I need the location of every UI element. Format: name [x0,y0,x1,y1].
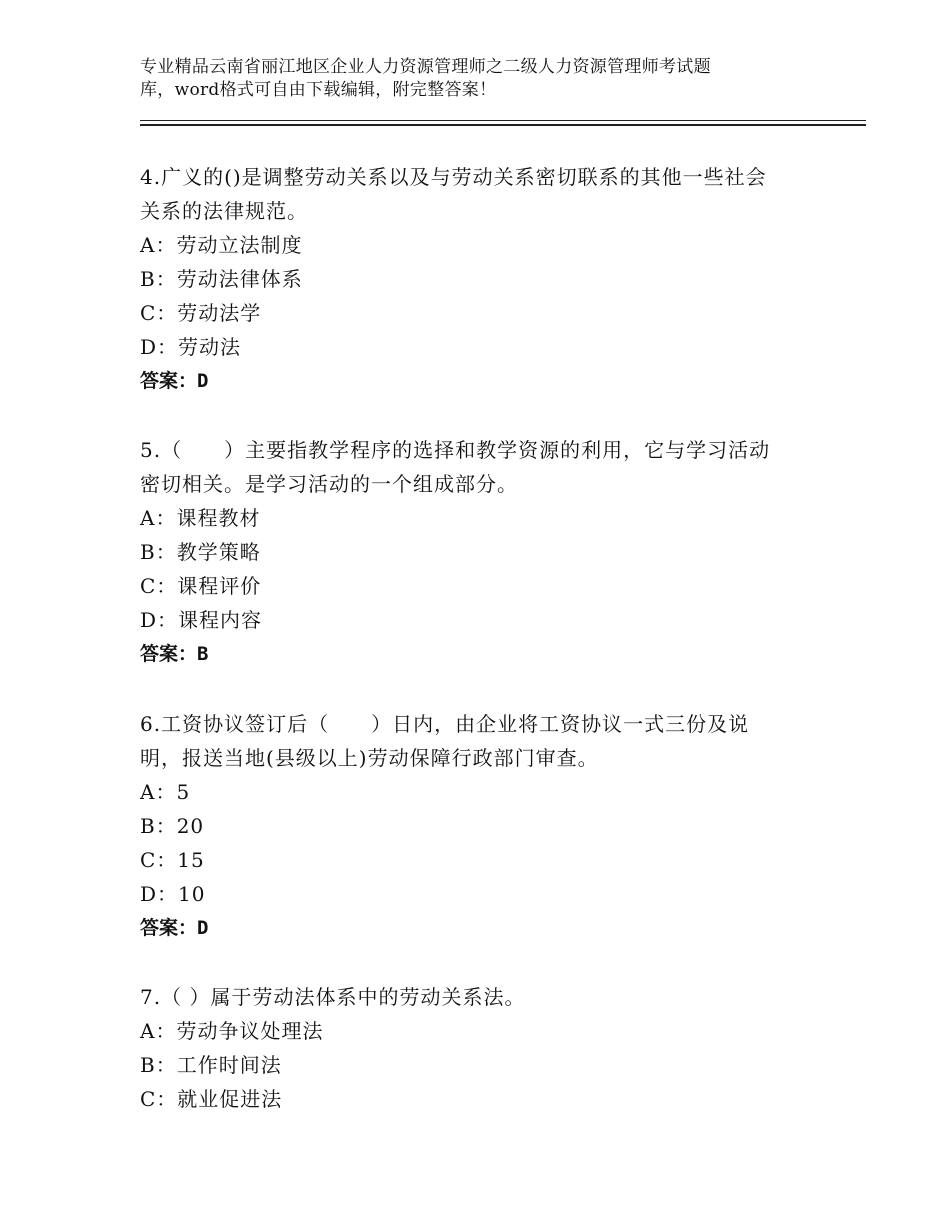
header-divider-thick [140,124,866,126]
answer-label: 答案：B [140,643,209,665]
option-c: C：课程评价 [140,574,262,598]
question-stem-line: 7.（ ）属于劳动法体系中的劳动关系法。 [140,985,526,1009]
document-header [140,56,790,102]
question-stem [140,433,820,501]
option-c: C：15 [140,848,205,872]
question-4 [140,160,820,398]
option-a: A：5 [140,780,191,804]
question-stem [140,707,820,775]
question-stem-line: 密切相关。是学习活动的一个组成部分。 [140,472,518,496]
option-d: D：课程内容 [140,608,263,632]
option-a: A：劳动立法制度 [140,233,303,257]
option-b: B：20 [140,814,205,838]
question-stem-line: 4.广义的()是调整劳动关系以及与劳动关系密切联系的其他一些社会 [140,165,767,189]
header-divider-thin [140,120,866,121]
answer-label: 答案：D [140,370,209,392]
option-d: D：10 [140,882,206,906]
question-stem-line: 5.（ ）主要指教学程序的选择和教学资源的利用，它与学习活动 [140,438,771,462]
question-7 [140,980,820,1116]
option-c: C：劳动法学 [140,301,262,325]
header-title-line-2: 库，word格式可自由下载编辑，附完整答案！ [140,80,497,100]
option-d: D：劳动法 [140,335,242,359]
option-c: C：就业促进法 [140,1087,283,1111]
question-5 [140,433,820,671]
option-b: B：工作时间法 [140,1053,282,1077]
option-b: B：劳动法律体系 [140,267,303,291]
question-stem [140,160,820,228]
question-stem-line: 关系的法律规范。 [140,199,308,223]
question-6 [140,707,820,945]
option-a: A：课程教材 [140,506,261,530]
header-title-line-1: 专业精品云南省丽江地区企业人力资源管理师之二级人力资源管理师考试题 [140,57,711,77]
option-a: A：劳动争议处理法 [140,1019,324,1043]
question-stem [140,980,820,1014]
question-stem-line: 6.工资协议签订后（ ）日内，由企业将工资协议一式三份及说 [140,712,750,736]
answer-label: 答案：D [140,917,209,939]
question-stem-line: 明，报送当地(县级以上)劳动保障行政部门审查。 [140,746,599,770]
option-b: B：教学策略 [140,540,261,564]
